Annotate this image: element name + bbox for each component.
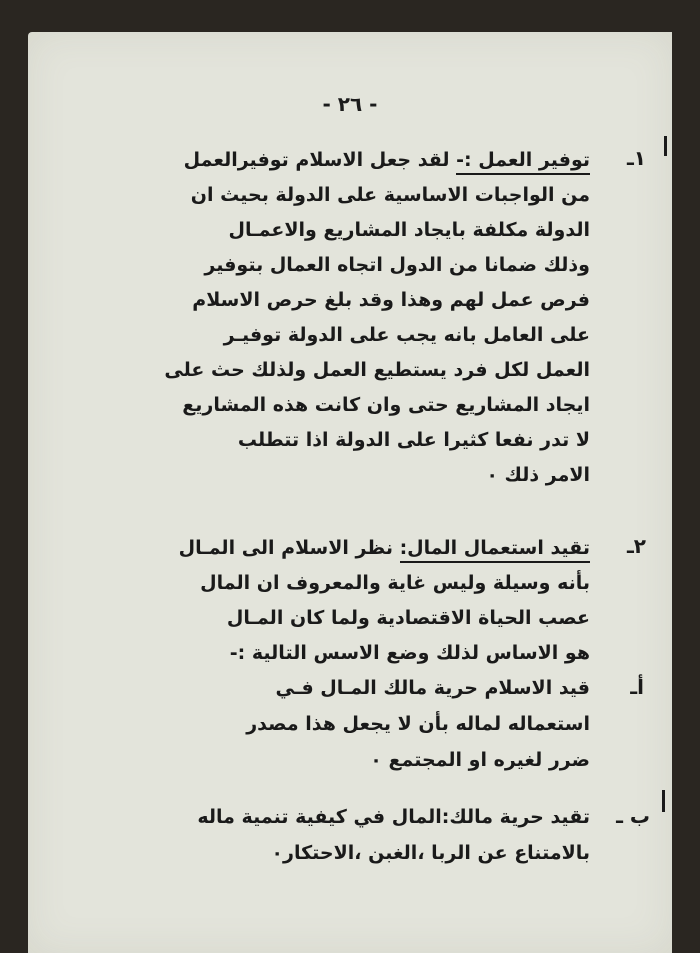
section-b — [50, 799, 590, 874]
margin-mark — [662, 790, 665, 812]
section-b-marker: ب ـ — [616, 804, 650, 828]
section-1-line: وذلك ضمانا من الدول اتجاه العمال بتوفير — [204, 254, 590, 276]
section-1-line: على العامل بانه يجب على الدولة توفيـر — [223, 324, 590, 346]
section-1-line: الدولة مكلفة بايجاد المشاريع والاعمـال — [228, 219, 590, 241]
margin-mark — [664, 136, 667, 156]
section-2-line: هو الاساس لذلك وضع الاسس التالية :- — [229, 642, 590, 664]
section-1-first-line-text: لقد جعل الاسلام توفيرالعمل — [183, 149, 450, 171]
section-a-line: ضرر لغيره او المجتمع ٠ — [370, 749, 590, 771]
section-1-marker: ١ـ — [626, 146, 646, 170]
section-1-line: فرص عمل لهم وهذا وقد بلغ حرص الاسلام — [192, 289, 590, 311]
section-a-line: استعماله لماله بأن لا يجعل هذا مصدر — [246, 713, 590, 735]
section-1-line: العمل لكل فرد يستطيع العمل ولذلك حث على — [164, 359, 590, 381]
section-b-line: بالامتناع عن الربا ،الغبن ،الاحتكار٠ — [271, 842, 590, 864]
section-1-line: لا تدر نفعا كثيرا على الدولة اذا تتطلب — [237, 429, 590, 451]
section-a-line: قيد الاسلام حرية مالك المـال فـي — [275, 677, 590, 699]
section-1-first-line — [184, 142, 590, 178]
section-2 — [50, 530, 590, 670]
section-2-first-line-text: نظر الاسلام الى المـال — [178, 537, 393, 559]
section-a — [50, 670, 590, 780]
section-2-line: عصب الحياة الاقتصادية ولما كان المـال — [226, 607, 590, 629]
section-1-line: ايجاد المشاريع حتى وان كانت هذه المشاريع — [182, 394, 590, 416]
section-2-marker: ٢ـ — [626, 534, 646, 558]
section-2-heading: تقيد استعمال المال: — [400, 537, 590, 563]
page-number: - ٢٦ - — [322, 92, 378, 116]
section-1 — [50, 142, 590, 502]
section-1-heading: توفير العمل :- — [456, 149, 590, 175]
section-1-line: الامر ذلك ٠ — [486, 464, 590, 486]
section-1-line: من الواجبات الاساسية على الدولة بحيث ان — [190, 184, 590, 206]
section-a-marker: أـ — [630, 675, 644, 699]
section-2-line: بأنه وسيلة وليس غاية والمعروف ان المال — [200, 572, 590, 594]
document-page — [28, 32, 672, 953]
section-2-first-line — [179, 530, 590, 566]
section-b-line: تقيد حرية مالك:المال في كيفية تنمية ماله — [197, 806, 590, 828]
